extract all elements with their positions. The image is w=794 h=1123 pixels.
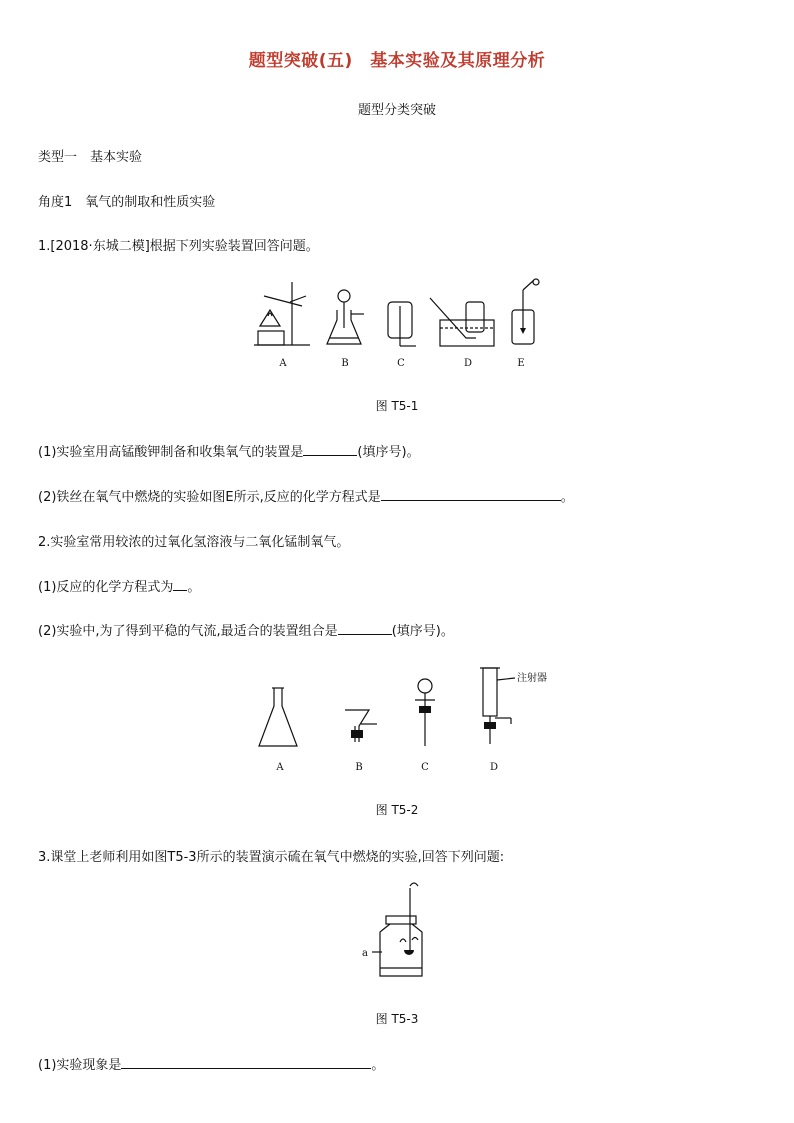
figure-t5-3 [360, 880, 440, 990]
figure-t5-1-labels [240, 352, 560, 372]
figure-caption-t5-2: 图 T5-2 [375, 803, 419, 817]
q2-part1-text: (1)反应的化学方程式为 [38, 580, 174, 595]
apparatus-2b [345, 710, 377, 742]
figure-caption-t5-1: 图 T5-1 [375, 399, 419, 413]
page-title: 题型突破(五) 基本实验及其原理分析 [248, 51, 546, 71]
apparatus-e [512, 279, 539, 344]
q3-part1-text: (1)实验现象是 [38, 1058, 122, 1073]
type-heading: 类型一 基本实验 [38, 150, 143, 165]
fig1-label-e: E [517, 358, 525, 369]
apparatus-2a [259, 688, 297, 746]
fig1-label-b: B [341, 358, 349, 369]
q1-part1-text: (1)实验室用高锰酸钾制备和收集氧气的装置是 [38, 445, 304, 460]
section-subtitle: 题型分类突破 [357, 103, 436, 118]
fig3-label-a: a [362, 948, 368, 959]
q3-part1 [38, 1054, 384, 1073]
q1-stem: 1.[2018·东城二模]根据下列实验装置回答问题。 [38, 239, 319, 254]
fig2-label-b: B [355, 762, 363, 773]
angle-heading: 角度1 氧气的制取和性质实验 [38, 195, 216, 210]
apparatus-b [327, 290, 364, 344]
apparatus-d [430, 298, 494, 346]
q1-part1 [38, 441, 420, 460]
q2-part2-blank[interactable] [338, 622, 392, 635]
syringe-label: 注射器 [517, 673, 547, 684]
q3-stem: 3.课堂上老师利用如图T5-3所示的装置演示硫在氧气中燃烧的实验,回答下列问题: [38, 850, 505, 865]
apparatus-2d [480, 668, 547, 744]
q1-part2-suffix: 。 [560, 490, 574, 505]
q1-part2-text: (2)铁丝在氧气中燃烧的实验如图E所示,反应的化学方程式是 [38, 490, 381, 505]
apparatus-a [254, 282, 310, 345]
q1-part2 [38, 486, 574, 505]
fig2-label-c: C [421, 762, 429, 773]
q2-stem: 2.实验室常用较浓的过氧化氢溶液与二氧化锰制氧气。 [38, 535, 350, 550]
q3-part1-blank[interactable] [121, 1056, 371, 1069]
q1-part2-blank[interactable] [381, 488, 561, 501]
figure-caption-t5-3: 图 T5-3 [375, 1012, 419, 1026]
q3-part1-suffix: 。 [371, 1058, 385, 1073]
fig1-label-c: C [397, 358, 405, 369]
figure-t5-2 [245, 660, 555, 780]
q2-part1-blank[interactable] [173, 578, 187, 591]
q2-part1-suffix: 。 [187, 580, 201, 595]
apparatus-c [388, 302, 416, 346]
fig1-label-a: A [279, 358, 287, 369]
fig2-label-a: A [276, 762, 284, 773]
fig1-label-d: D [463, 358, 473, 369]
q2-part2-suffix: (填序号)。 [391, 624, 454, 639]
q2-part2 [38, 620, 454, 639]
q1-part1-blank[interactable] [303, 443, 357, 456]
q1-part1-suffix: (填序号)。 [357, 445, 420, 460]
q2-part1 [38, 576, 200, 595]
apparatus-2c [415, 679, 435, 746]
q2-part2-text: (2)实验中,为了得到平稳的气流,最适合的装置组合是 [38, 624, 338, 639]
fig2-label-d: D [489, 762, 499, 773]
